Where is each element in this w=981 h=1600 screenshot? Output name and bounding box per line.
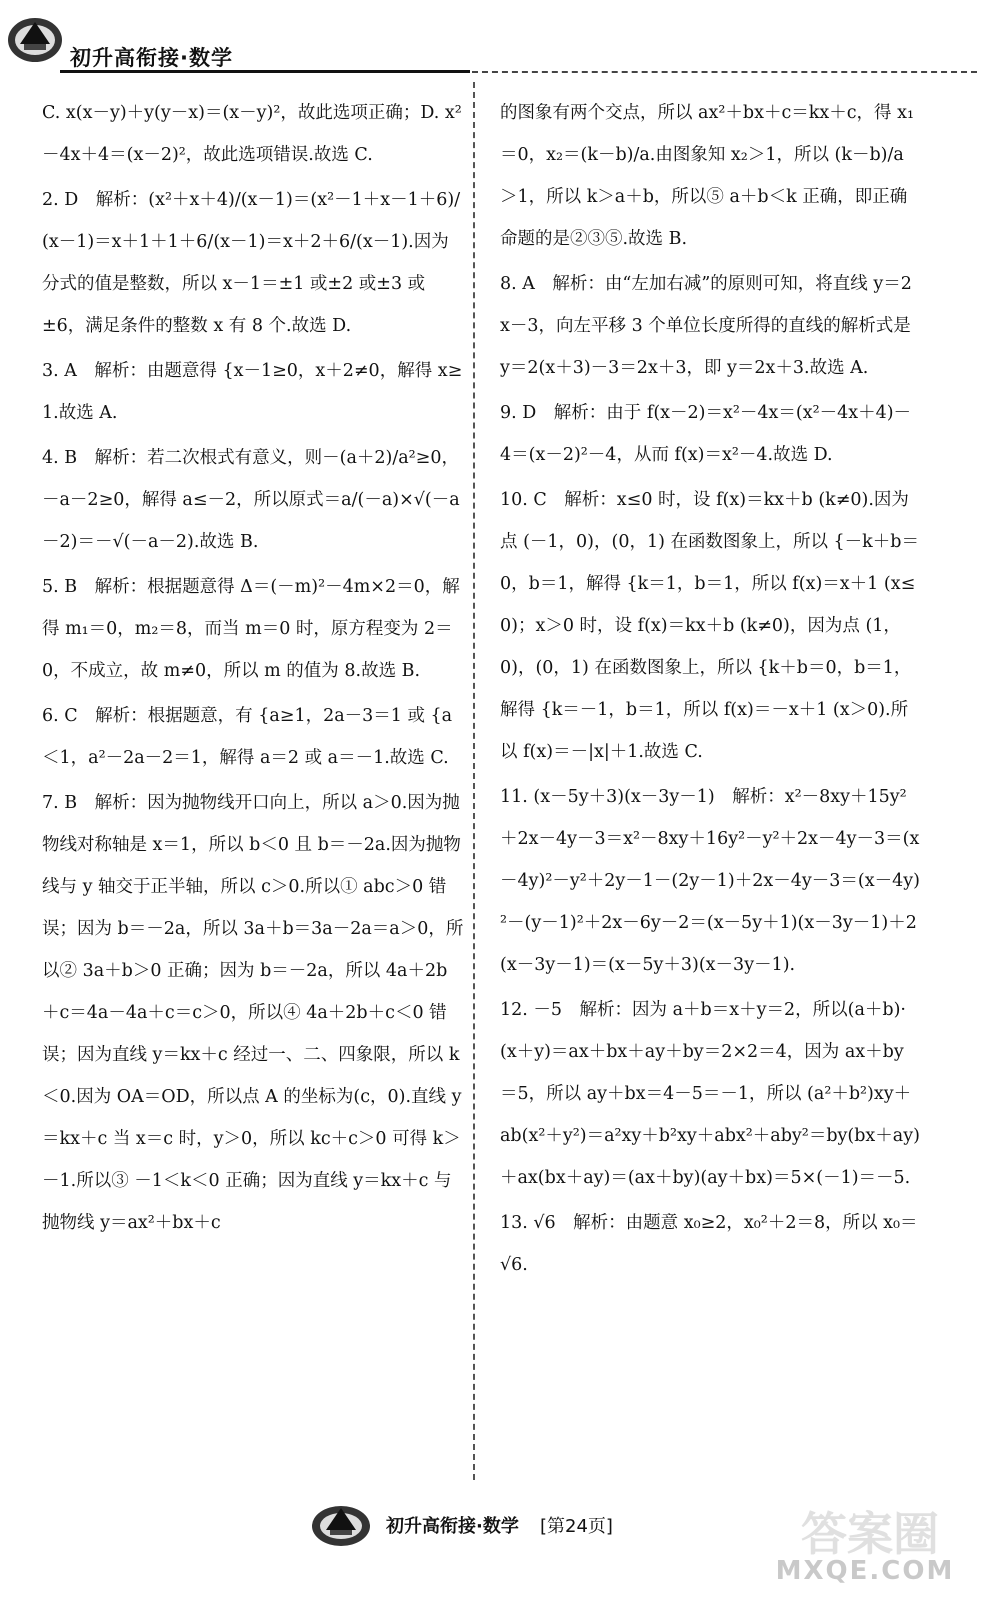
page-header [0,0,981,80]
answer-item: 7. B 解析：因为抛物线开口向上，所以 a＞0.因为抛物线对称轴是 x＝1，所以 b＜0 且 b＝－2a.因为抛物线与 y 轴交于正半轴，所以 c＞0.所以① abc＞0 错误；因为 b＝－2a，所以 3a＋b＝3a－2a＝a＞0，所以② 3a＋b＞0 正确；因为 b＝－2a，所以 4a＋2b＋c＝4a－4a＋c＝c＞0，所以④ 4a＋2b＋c＜0 错误；因为直线 y＝kx＋c 经过一、二、四象限，所以 k＜0.因为 OA＝OD，所以点 A 的坐标为(c，0).直线 y＝kx＋c 当 x＝c 时，y＞0，所以 kc＋c＞0 可得 k＞－1.所以③ －1＜k＜0 正确；因为直线 y＝kx＋c 与抛物线 y＝ax²＋bx＋c [42,793,464,1233]
answer-item: 10. C 解析：x≤0 时，设 f(x)＝kx＋b (k≠0).因为点 (－1，0)，(0，1) 在函数图象上，所以 {－k＋b＝0，b＝1，解得 {k＝1，b＝1，所以 f(x)＝x＋1 (x≤0)；x＞0 时，设 f(x)＝kx＋b (k≠0)，因为点 (1，0)，(0，1) 在函数图象上，所以 {k＋b＝0，b＝1，解得 {k＝－1，b＝1，所以 f(x)＝－x＋1 (x＞0).所以 f(x)＝－|x|＋1.故选 C. [500,490,919,762]
page-footer [0,1490,981,1600]
watermark-text: 答案圈 [801,1507,939,1561]
column-divider [473,82,475,1480]
page-number: [第24页] [540,1516,613,1537]
publisher-logo-icon [6,4,64,68]
footer-title: 初升高衔接·数学 [386,1516,519,1537]
right-column [500,92,920,1289]
answer-item: 5. B 解析：根据题意得 Δ＝(－m)²－4m×2＝0，解得 m₁＝0，m₂＝8，而当 m＝0 时，原方程变为 2＝0，不成立，故 m≠0，所以 m 的值为 8.故选 B. [42,577,460,681]
answer-item: 12. －5 解析：因为 a＋b＝x＋y＝2，所以(a＋b)·(x＋y)＝ax＋bx＋ay＋by＝2×2＝4，因为 ax＋by＝5，所以 ay＋bx＝4－5＝－1，所以 (a²＋b²)xy＋ab(x²＋y²)＝a²xy＋b²xy＋abx²＋aby²＝by(bx＋ay)＋ax(bx＋ay)＝(ax＋by)(ay＋bx)＝5×(－1)＝－5. [500,1000,920,1188]
answer-item: 3. A 解析：由题意得 {x－1≥0，x＋2≠0，解得 x≥1.故选 A. [42,361,463,423]
watermark [760,1490,970,1600]
answer-item: 13. √6 解析：由题意 x₀≥2，x₀²＋2＝8，所以 x₀＝√6. [500,1213,918,1275]
answer-item: 2. D 解析：(x²＋x＋4)/(x－1)＝(x²－1＋x－1＋6)/(x－1)＝x＋1＋1＋6/(x－1)＝x＋2＋6/(x－1).因为分式的值是整数，所以 x－1＝±1 或±2 或±3 或±6，满足条件的整数 x 有 8 个.故选 D. [42,190,461,336]
left-column [42,92,464,1247]
answer-item: 9. D 解析：由于 f(x－2)＝x²－4x＝(x²－4x＋4)－4＝(x－2)²－4，从而 f(x)＝x²－4.故选 D. [500,403,912,465]
publisher-logo-icon [310,1496,372,1552]
answer-item: 6. C 解析：根据题意，有 {a≥1，2a－3＝1 或 {a＜1，a²－2a－2＝1，解得 a＝2 或 a＝－1.故选 C. [42,706,453,768]
header-title: 初升高衔接·数学 [70,46,233,70]
answer-item: 4. B 解析：若二次根式有意义，则－(a＋2)/a²≥0，－a－2≥0，解得 a≤－2，所以原式＝a/(－a)×√(－a－2)＝－√(－a－2).故选 B. [42,448,460,552]
answer-item: 8. A 解析：由“左加右减”的原则可知，将直线 y＝2x－3，向左平移 3 个单位长度所得的直线的解析式是 y＝2(x＋3)－3＝2x＋3，即 y＝2x＋3.故选 A. [500,274,912,378]
header-dashed-rule [472,71,977,73]
answer-item: 11. (x－5y＋3)(x－3y－1) 解析：x²－8xy＋15y²＋2x－4y－3＝x²－8xy＋16y²－y²＋2x－4y－3＝(x－4y)²－y²＋2y－1－(2y－1)＋2x－4y－3＝(x－4y)²－(y－1)²＋2x－6y－2＝(x－5y＋1)(x－3y－1)＋2(x－3y－1)＝(x－5y＋3)(x－3y－1). [500,787,920,975]
watermark-url: MXQE.COM [775,1556,955,1586]
answer-item: C. x(x－y)＋y(y－x)＝(x－y)²，故此选项正确；D. x²－4x＋4＝(x－2)²，故此选项错误.故选 C. [42,103,462,165]
answer-item: 的图象有两个交点，所以 ax²＋bx＋c＝kx＋c，得 x₁＝0，x₂＝(k－b)/a.由图象知 x₂＞1，所以 (k－b)/a＞1，所以 k＞a＋b，所以⑤ a＋b＜k 正确，即正确命题的是②③⑤.故选 B. [500,103,914,249]
header-rule [60,70,470,73]
